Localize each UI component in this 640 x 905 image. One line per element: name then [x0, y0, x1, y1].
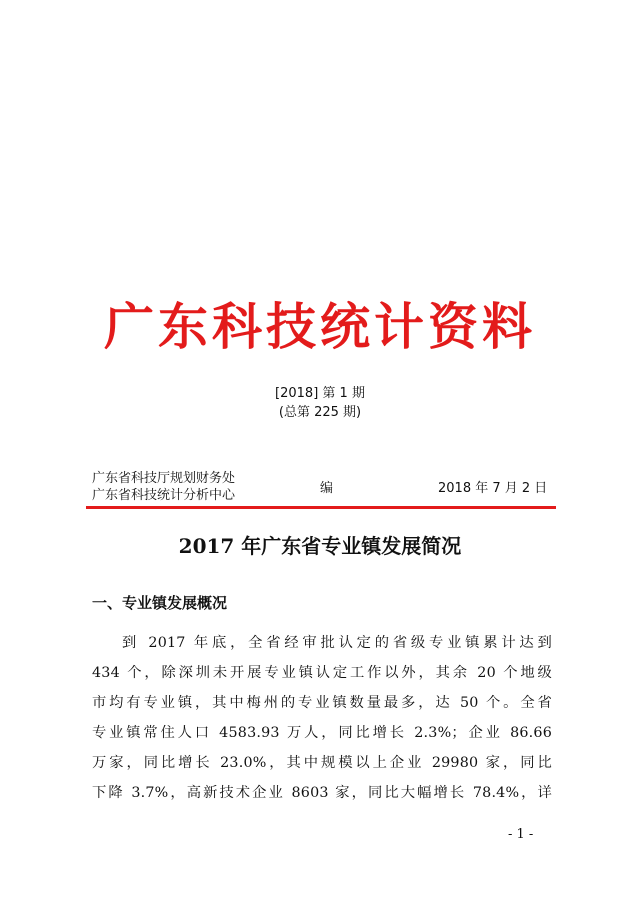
compile-label: 编	[320, 481, 334, 496]
body-paragraph	[92, 628, 552, 808]
body-text-line: 市均有专业镇，其中梅州的专业镇数量最多，达 50 个。全省	[92, 695, 552, 711]
publisher-list	[92, 470, 235, 504]
body-text-line: 万家，同比增长 23.0%，其中规模以上企业 29980 家，同比	[92, 755, 552, 771]
body-text-line: 434 个，除深圳未开展专业镇认定工作以外，其余 20 个地级	[92, 665, 552, 681]
publication-date: 2018 年 7 月 2 日	[438, 481, 548, 496]
body-text-line: 专业镇常住人口 4583.93 万人，同比增长 2.3%；企业 86.66	[92, 725, 552, 741]
publication-masthead: 广东科技统计资料	[104, 298, 536, 356]
body-text-line: 到 2017 年底，全省经审批认定的省级专业镇累计达到	[122, 635, 552, 651]
total-issue-number: (总第 225 期)	[278, 405, 362, 420]
header-divider-rule	[86, 506, 556, 509]
publisher-name: 广东省科技统计分析中心	[92, 488, 236, 503]
issue-number: [2018] 第 1 期	[275, 386, 365, 401]
page-number: - 1 -	[508, 827, 534, 842]
article-title: 2017 年广东省专业镇发展简况	[178, 534, 462, 558]
body-text-line: 下降 3.7%，高新技术企业 8603 家，同比大幅增长 78.4%，详	[92, 785, 552, 801]
section-heading: 一、专业镇发展概况	[92, 594, 228, 612]
publisher-name: 广东省科技厅规划财务处	[92, 471, 236, 486]
